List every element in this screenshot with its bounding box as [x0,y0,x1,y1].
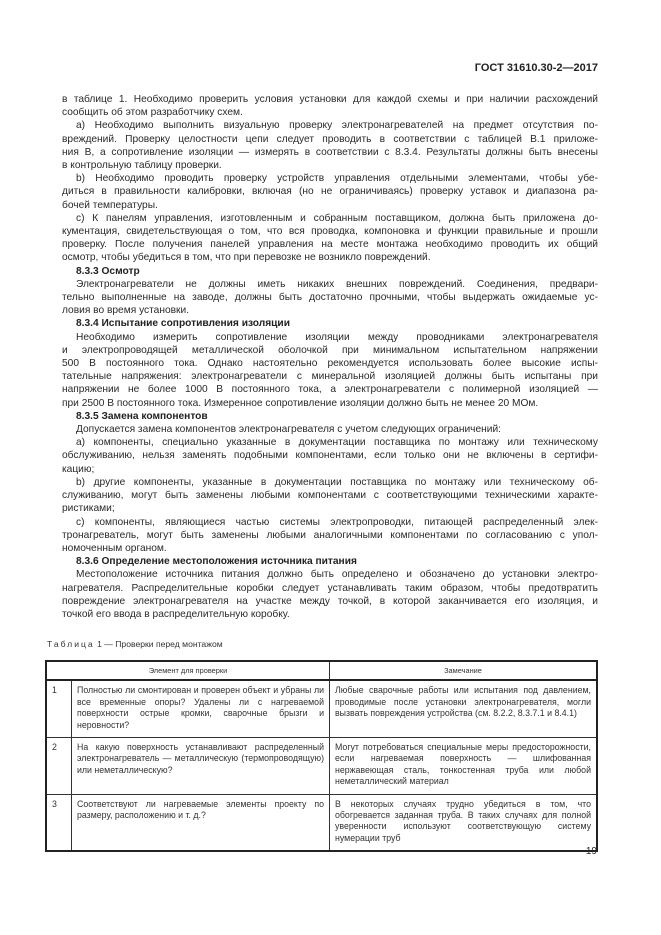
remark: Любые сварочные работы или испытания под давлением, проводимые после установки электронагревателя, могли вызвать повреждения устройства (см. 8.2.2, 8.3.7.1 и 8.4.1) [330,680,598,737]
text-line: в таблице 1. Необходимо проверить условия установки для каждой схемы и при наличии расхождений [62,94,598,105]
column-header-note: Замечание [330,661,598,680]
column-header-item: Элемент для проверки [46,661,330,680]
text-line: тельно выполненные на заводе, должны быть достаточно прочными, чтобы выдержать ожидаемые ус- [62,292,598,304]
text-line: сообщить об этом разработчику схем. [62,107,243,119]
text-line: осмотр, чтобы убедиться в том, что при перевозке не возникло повреждений. [62,252,431,264]
text-line: b) другие компоненты, указанные в документации поставщика по монтажу или техническому об- [76,476,598,488]
text-line: точкой его ввода в распределительную коробку. [62,608,290,620]
row-number: 2 [46,738,72,795]
section-heading: 8.3.5 Замена компонентов [76,410,208,422]
text-line: обслуживанию, нельзя заменять подобными компонентами, если только они не включены в сертифи- [62,450,598,462]
text-line: служиванию, могут быть заменены любыми компонентами с соответствующими техническими характе- [62,490,598,502]
paragraph [62,331,598,410]
text-line: нагревателя. Распределительные коробки следует устанавливать таким образом, чтобы предотвратить [62,582,598,594]
paragraph [62,476,598,516]
text-line: диться в правильности калибровки, включая (но не ограничиваясь) проверку уставок и диапазона ра- [62,186,598,198]
text-line: ловия во время установки. [62,305,190,317]
text-line: при 2500 В постоянного тока. Измеренное сопротивление изоляции должно быть не менее 20 МОм. [62,397,539,409]
paragraph [62,212,598,265]
section-heading: 8.3.6 Определение местоположения источника питания [76,556,357,568]
text-line: бочей температуры. [62,199,158,211]
text-line: с) компоненты, являющиеся частью системы электропроводки, питающей распределенный элек- [76,516,598,528]
text-line: 500 В постоянного тока. Однако настоятельно рекомендуется использовать более высокие испы- [62,358,598,370]
section-heading: 8.3.3 Осмотр [76,265,140,277]
text-line: Электронагреватели не должны иметь никаких внешних повреждений. Соединения, предвари- [76,278,598,290]
text-line: номоченным органом. [62,542,167,554]
table-row [46,680,597,737]
table-caption [47,639,223,649]
text-line: тательные напряжения: электронагреватели с минеральной изоляцией должны быть испытаны при [62,371,598,383]
text-line: Допускается замена компонентов электронагревателя с учетом следующих ограничений: [76,424,501,436]
paragraph [62,568,598,621]
section-heading: 8.3.4 Испытание сопротивления изоляции [76,318,290,330]
remark: В некоторых случаях трудно убедиться в том, что обогревается заданная труба. В таких случаях для полной уверенности используют соответствующую систему нумерации труб [330,794,598,851]
paragraph [62,516,598,556]
checks-table [45,660,598,852]
text-line: кументация, свидетельствующая о том, что вся проводка, компоновка и функции правильные и прошли [62,226,598,238]
text-line: в контрольную таблицу проверки. [62,160,222,172]
table-row [46,738,597,795]
remark: Могут потребоваться специальные меры предосторожности, если нагреваемая поверхность — шлифованная нержавеющая сталь, тонкостенная труба или любой неметаллический материал [330,738,598,795]
document-code: ГОСТ 31610.30-2—2017 [474,62,598,74]
text-line: повреждение электронагревателя на участке между точкой, в которой заканчивается его изоляция, и [62,595,598,607]
row-number: 1 [46,680,72,737]
check-item: Полностью ли смонтирован и проверен объект и убраны ли все временные опоры? Удалены ли с нагреваемой поверхности острые кромки, сварочные брызги и неровности? [72,680,330,737]
row-number: 3 [46,794,72,851]
paragraph [62,93,598,119]
paragraph [62,119,598,172]
paragraph [62,278,598,318]
check-item: На какую поверхность устанавливают распределенный электронагреватель — металлическую (термопроводящую) или неметаллическую? [72,738,330,795]
text-line: ристиками; [62,503,115,515]
text-line: а) Необходимо выполнить визуальную проверку электронагревателей на предмет отсутствия по- [76,120,598,132]
text-line: проверку. После получения панелей управления на месте монтажа необходимо проводить их общий [62,239,598,251]
text-line: тронагреватель, могут быть заменены любыми аналогичными компонентами по согласованию с упол- [62,529,598,541]
text-line: вреждений. Проверку целостности цепи следует проводить в соответствии с таблицей В.1 приложе- [62,133,598,145]
text-line: Необходимо измерить сопротивление изоляции между проводниками электронагревателя [76,331,598,343]
paragraph [62,172,598,212]
check-item: Соответствуют ли нагреваемые элементы проекту по размеру, расположению и т. д.? [72,794,330,851]
paragraph [62,436,598,476]
text-line: Местоположение источника питания должно быть определено и обозначено до установки электро- [76,569,598,581]
table-caption-text: 1 — Проверки перед монтажом [97,639,223,649]
text-line: ния В, а сопротивление изоляции — измерять в соответствии с 8.3.4. Результаты должны быть внесены [62,146,598,158]
text-line: напряжении не более 1000 В постоянного тока, а электронагреватели с полимерной изоляцией — [62,384,598,396]
text-line: и электропроводящей металлической оболочкой при минимальном испытательном напряжении [62,344,598,356]
page-number: 19 [585,846,597,857]
table-header-row [46,661,597,680]
body-text [62,93,598,621]
paragraph [62,423,598,436]
text-line: с) К панелям управления, изготовленным и собранным поставщиком, должна быть приложена до- [76,212,598,224]
table-caption-label: Таблица [47,639,95,649]
text-line: b) Необходимо проводить проверку устройств управления отдельными элементами, чтобы убе- [76,173,598,185]
text-line: кацию; [62,463,95,475]
table-row [46,794,597,851]
text-line: а) компоненты, специально указанные в документации поставщика по монтажу или техническому [76,437,598,449]
